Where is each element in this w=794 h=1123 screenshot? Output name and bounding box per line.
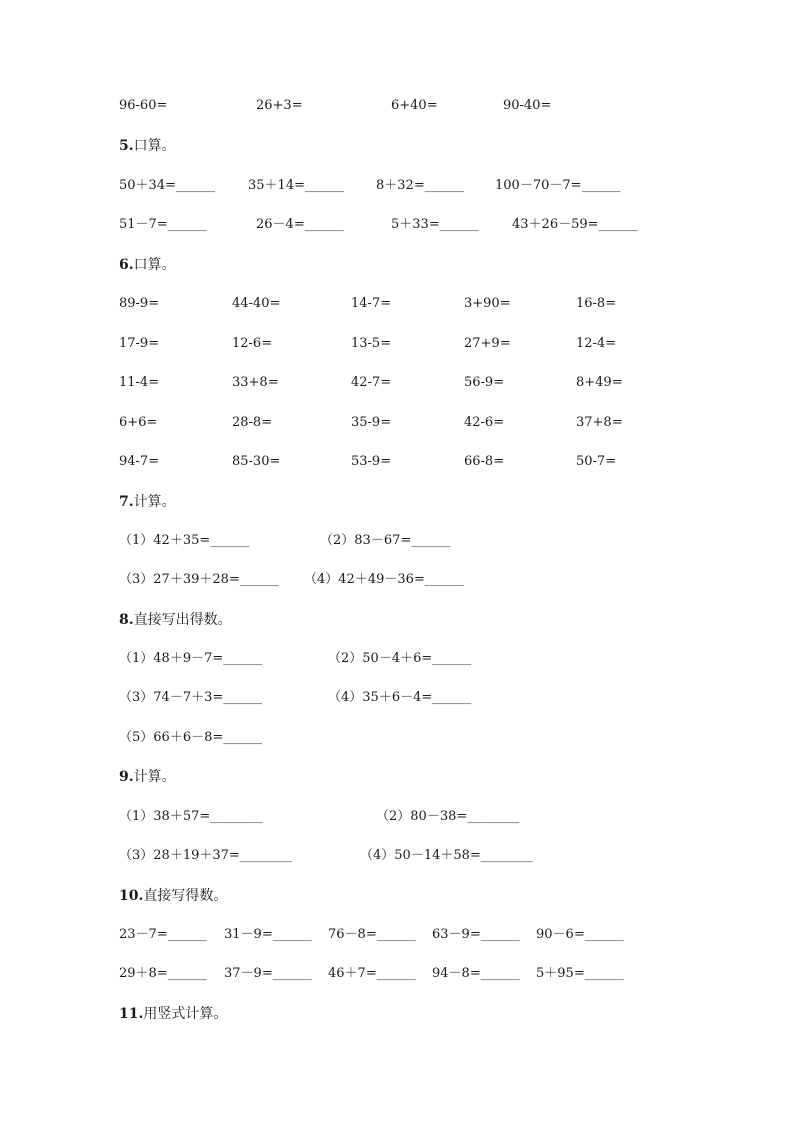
section-5-row bbox=[0, 215, 794, 235]
problem: （5）66＋6－8=______ bbox=[119, 730, 263, 745]
problem: 66-8= bbox=[464, 454, 505, 469]
problem: 89-9= bbox=[119, 296, 160, 311]
problem: 76－8=______ bbox=[328, 927, 416, 942]
problem: （2）80－38=________ bbox=[376, 809, 520, 824]
problem: 16-8= bbox=[576, 296, 617, 311]
problem: （4）42＋49－36=______ bbox=[304, 572, 464, 587]
problem: 50＋34=______ bbox=[119, 178, 215, 193]
problem: 53-9= bbox=[351, 454, 392, 469]
problem: 96-60= bbox=[119, 98, 168, 113]
problem: 44-40= bbox=[232, 296, 281, 311]
section-11-heading bbox=[119, 1004, 227, 1024]
problem: 6+6= bbox=[119, 415, 158, 430]
problem: 42-6= bbox=[464, 415, 505, 430]
section-number: 5. bbox=[119, 138, 134, 154]
section-6-heading bbox=[119, 255, 176, 275]
section-title: 直接写出得数。 bbox=[133, 612, 232, 628]
section-8-heading bbox=[119, 610, 232, 630]
problem: 26+3= bbox=[256, 98, 303, 113]
section-number: 11. bbox=[119, 1006, 144, 1022]
section-5-heading bbox=[119, 136, 176, 156]
problem: 100－70－7=______ bbox=[495, 178, 621, 193]
problem: 17-9= bbox=[119, 336, 160, 351]
section-8-row bbox=[0, 688, 794, 708]
problem: 8＋32=______ bbox=[376, 178, 464, 193]
section-6-row bbox=[0, 373, 794, 393]
problem: 13-5= bbox=[351, 336, 392, 351]
problem: 42-7= bbox=[351, 375, 392, 390]
problem: 6+40= bbox=[391, 98, 438, 113]
problem: 56-9= bbox=[464, 375, 505, 390]
problem: 31－9=______ bbox=[224, 927, 312, 942]
section-9-heading bbox=[119, 767, 176, 787]
problem: （1）42＋35=______ bbox=[119, 533, 250, 548]
problem: 5＋33=______ bbox=[391, 217, 479, 232]
problem: 3+90= bbox=[464, 296, 511, 311]
section-6-row bbox=[0, 334, 794, 354]
section-number: 8. bbox=[119, 612, 134, 628]
problem: 51－7=______ bbox=[119, 217, 207, 232]
problem: 28-8= bbox=[232, 415, 273, 430]
problem: （1）38＋57=________ bbox=[119, 809, 263, 824]
problem: 12-4= bbox=[576, 336, 617, 351]
section-number: 6. bbox=[119, 257, 134, 273]
problem: 33+8= bbox=[232, 375, 279, 390]
section-10-row bbox=[0, 925, 794, 945]
problem: （1）48＋9－7=______ bbox=[119, 651, 263, 666]
problem: （3）28＋19＋37=________ bbox=[119, 848, 292, 863]
section-title: 计算。 bbox=[133, 494, 176, 510]
section-title: 直接写得数。 bbox=[143, 888, 228, 904]
problem: 37+8= bbox=[576, 415, 623, 430]
problem: 26－4=______ bbox=[256, 217, 344, 232]
problem: （4）50－14＋58=________ bbox=[360, 848, 533, 863]
section-7-row bbox=[0, 570, 794, 590]
problem: 5＋95=______ bbox=[536, 966, 624, 981]
problem: （2）50－4＋6=______ bbox=[328, 651, 472, 666]
section-7-heading bbox=[119, 492, 176, 512]
section-number: 10. bbox=[119, 888, 144, 904]
section-8-row bbox=[0, 649, 794, 669]
problem: 14-7= bbox=[351, 296, 392, 311]
section-9-row bbox=[0, 807, 794, 827]
problem: 94－8=______ bbox=[432, 966, 520, 981]
problem: 90-40= bbox=[503, 98, 552, 113]
problem: 50-7= bbox=[576, 454, 617, 469]
section-5-row bbox=[0, 176, 794, 196]
section-title: 口算。 bbox=[133, 257, 176, 273]
problem: 8+49= bbox=[576, 375, 623, 390]
problem: （3）27＋39＋28=______ bbox=[119, 572, 279, 587]
problem: （2）83－67=______ bbox=[320, 533, 451, 548]
section-7-row bbox=[0, 531, 794, 551]
section-6-row bbox=[0, 413, 794, 433]
problem: 11-4= bbox=[119, 375, 160, 390]
problem: 35＋14=______ bbox=[248, 178, 344, 193]
problem: 35-9= bbox=[351, 415, 392, 430]
problem: 23－7=______ bbox=[119, 927, 207, 942]
problem: 85-30= bbox=[232, 454, 281, 469]
section-10-row bbox=[0, 964, 794, 984]
problem: 94-7= bbox=[119, 454, 160, 469]
problem: 12-6= bbox=[232, 336, 273, 351]
section-8-row bbox=[0, 728, 794, 748]
top-row bbox=[0, 96, 794, 116]
section-title: 用竖式计算。 bbox=[143, 1006, 228, 1022]
problem: 43＋26－59=______ bbox=[512, 217, 638, 232]
problem: （3）74－7＋3=______ bbox=[119, 690, 263, 705]
problem: 46＋7=______ bbox=[328, 966, 416, 981]
section-6-row bbox=[0, 294, 794, 314]
section-number: 9. bbox=[119, 769, 134, 785]
section-title: 计算。 bbox=[133, 769, 176, 785]
section-10-heading bbox=[119, 886, 227, 906]
section-number: 7. bbox=[119, 494, 134, 510]
problem: 27+9= bbox=[464, 336, 511, 351]
problem: 63－9=______ bbox=[432, 927, 520, 942]
section-title: 口算。 bbox=[133, 138, 176, 154]
section-6-row bbox=[0, 452, 794, 472]
problem: 29＋8=______ bbox=[119, 966, 207, 981]
problem: （4）35＋6－4=______ bbox=[328, 690, 472, 705]
section-9-row bbox=[0, 846, 794, 866]
problem: 90－6=______ bbox=[536, 927, 624, 942]
problem: 37－9=______ bbox=[224, 966, 312, 981]
